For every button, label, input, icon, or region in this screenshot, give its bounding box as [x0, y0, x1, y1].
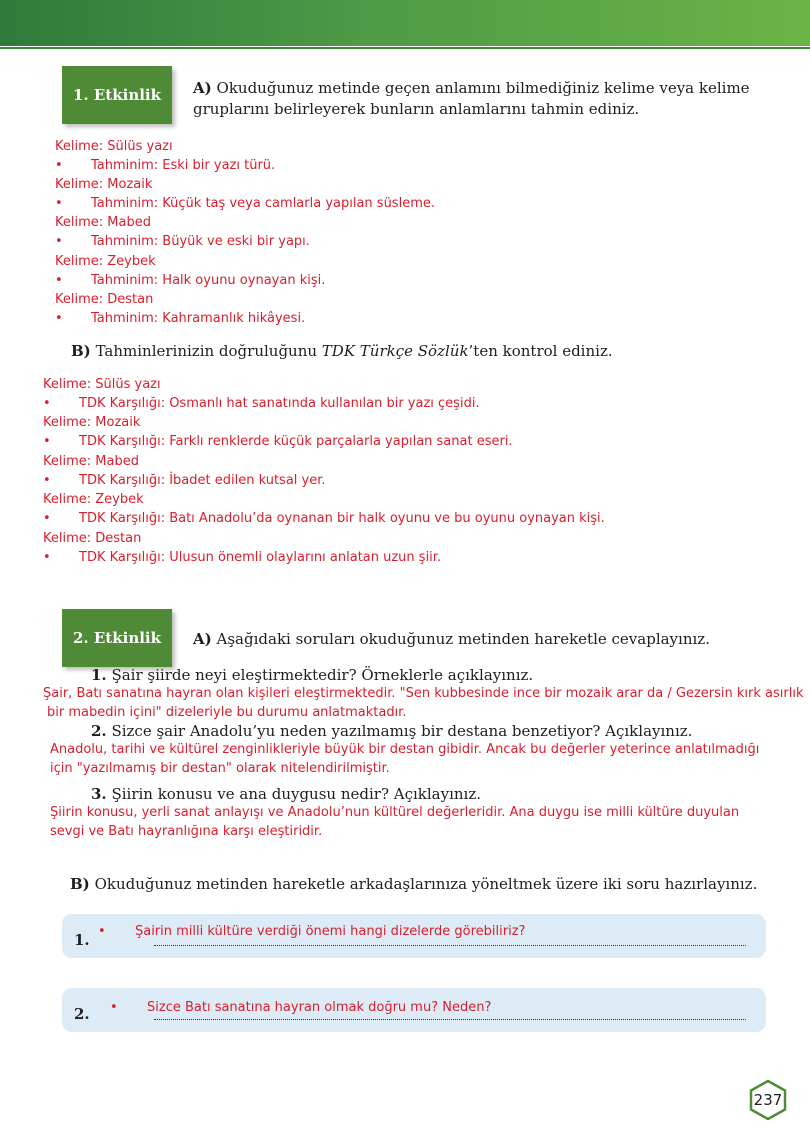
bullet-icon: •: [110, 1000, 118, 1015]
guess-word: Kelime: Mozaik: [55, 177, 153, 192]
answer-dotted-line: [154, 1019, 746, 1020]
b-text: Okuduğunuz metinden hareketle arkadaşlarınıza yöneltmek üzere iki soru hazırlayınız.: [94, 875, 758, 893]
prepared-number: [74, 1004, 90, 1025]
answer-line: Şiirin konusu, yerli sanat anlayışı ve Anadolu’nun kültürel değerleridir. Ana duygu ise milli kültüre duyulan: [50, 805, 740, 820]
guess-word: Kelime: Zeybek: [55, 254, 156, 269]
def-word: Kelime: Zeybek: [43, 492, 144, 507]
question-label: Şair şiirde neyi eleştirmektedir? Örneklerle açıklayınız.: [111, 666, 534, 684]
question-text: [91, 784, 481, 805]
def-word: Kelime: Destan: [43, 531, 142, 546]
answer-dotted-line: [154, 945, 746, 946]
activity-1-tag: 1. Etkinlik: [62, 66, 172, 124]
def-word: Kelime: Mabed: [43, 454, 139, 469]
bullet-icon: •: [43, 396, 51, 411]
bullet-icon: •: [43, 511, 51, 526]
question-number: 3.: [91, 785, 107, 803]
question-number: 2.: [91, 722, 107, 740]
header-banner: [0, 0, 810, 46]
question-text: [91, 665, 533, 686]
def-text: TDK Karşılığı: Farklı renklerde küçük parçalarla yapılan sanat eseri.: [79, 434, 513, 449]
question-text: [91, 721, 692, 742]
answer-line: sevgi ve Batı hayranlığına karşı eleştiridir.: [50, 824, 323, 839]
b-label: B): [71, 342, 91, 360]
prepared-question-box-1: [62, 914, 766, 958]
def-word: Kelime: Sülüs yazı: [43, 377, 161, 392]
guess-text: Tahminim: Eski bir yazı türü.: [91, 158, 276, 173]
bullet-icon: •: [43, 550, 51, 565]
a-text-line1: Okuduğunuz metinde geçen anlamını bilmediğiniz kelime veya kelime: [216, 79, 750, 97]
prepared-question-text: Sizce Batı sanatına hayran olmak doğru mu? Neden?: [147, 1000, 492, 1015]
bullet-icon: •: [98, 924, 106, 939]
guess-text: Tahminim: Büyük ve eski bir yapı.: [91, 234, 310, 249]
answer-line: bir mabedin içini" dizeleriyle bu durumu anlatmaktadır.: [47, 705, 407, 720]
prepared-question-box-2: [62, 988, 766, 1032]
prepared-question-text: Şairin milli kültüre verdiği önemi hangi dizelerde görebiliriz?: [135, 924, 526, 939]
question-label: Şiirin konusu ve ana duygusu nedir? Açıklayınız.: [111, 785, 482, 803]
def-text: TDK Karşılığı: Ulusun önemli olaylarını anlatan uzun şiir.: [79, 550, 442, 565]
prepared-number-label: 1.: [74, 931, 90, 949]
b-text-dictionary: TDK Türkçe Sözlük: [321, 342, 469, 360]
bullet-icon: •: [43, 473, 51, 488]
bullet-icon: •: [55, 158, 63, 173]
page-number-text: 237: [753, 1091, 783, 1109]
guess-text: Tahminim: Küçük taş veya camlarla yapılan süsleme.: [91, 196, 435, 211]
def-text: TDK Karşılığı: Osmanlı hat sanatında kullanılan bir yazı çeşidi.: [79, 396, 480, 411]
question-label: Sizce şair Anadolu’yu neden yazılmamış bir destana benzetiyor? Açıklayınız.: [111, 722, 693, 740]
guess-word: Kelime: Sülüs yazı: [55, 139, 173, 154]
header-divider: [0, 47, 810, 49]
bullet-icon: •: [55, 273, 63, 288]
bullet-icon: •: [55, 311, 63, 326]
bullet-icon: •: [55, 196, 63, 211]
bullet-icon: •: [43, 434, 51, 449]
guess-text: Tahminim: Kahramanlık hikâyesi.: [91, 311, 306, 326]
guess-word: Kelime: Mabed: [55, 215, 151, 230]
activity-2-tag: 2. Etkinlik: [62, 609, 172, 667]
question-number: 1.: [91, 666, 107, 684]
activity-2-b-instruction: [70, 874, 757, 895]
def-text: TDK Karşılığı: İbadet edilen kutsal yer.: [79, 473, 326, 488]
guess-text: Tahminim: Halk oyunu oynayan kişi.: [91, 273, 326, 288]
activity-1-a-instruction: [193, 78, 761, 120]
answer-line: için "yazılmamış bir destan" olarak nitelendirilmiştir.: [50, 761, 390, 776]
bullet-icon: •: [55, 234, 63, 249]
b-label: B): [70, 875, 90, 893]
a-label: A): [193, 79, 212, 97]
answer-line: Anadolu, tarihi ve kültürel zenginlikleriyle büyük bir destan gibidir. Ancak bu değerler yeterince anlatılmadığı: [50, 742, 760, 757]
activity-2-a-instruction: [193, 629, 710, 650]
answer-line: Şair, Batı sanatına hayran olan kişileri eleştirmektedir. "Sen kubbesinde ince bir mozaik arar da / Gezersin kırk asırlık: [43, 686, 804, 701]
activity-1-b-instruction: [71, 341, 613, 362]
a-text-line2: gruplarını belirleyerek bunların anlamlarını tahmin ediniz.: [193, 100, 640, 118]
prepared-number: [74, 930, 90, 951]
a-label: A): [193, 630, 212, 648]
page-number: [748, 1080, 788, 1120]
def-word: Kelime: Mozaik: [43, 415, 141, 430]
b-text-end: ’ten kontrol ediniz.: [468, 342, 613, 360]
guess-word: Kelime: Destan: [55, 292, 154, 307]
def-text: TDK Karşılığı: Batı Anadolu’da oynanan bir halk oyunu ve bu oyunu oynayan kişi.: [79, 511, 605, 526]
prepared-number-label: 2.: [74, 1005, 90, 1023]
a-text: Aşağıdaki soruları okuduğunuz metinden hareketle cevaplayınız.: [216, 630, 710, 648]
b-text: Tahminlerinizin doğruluğunu: [95, 342, 322, 360]
